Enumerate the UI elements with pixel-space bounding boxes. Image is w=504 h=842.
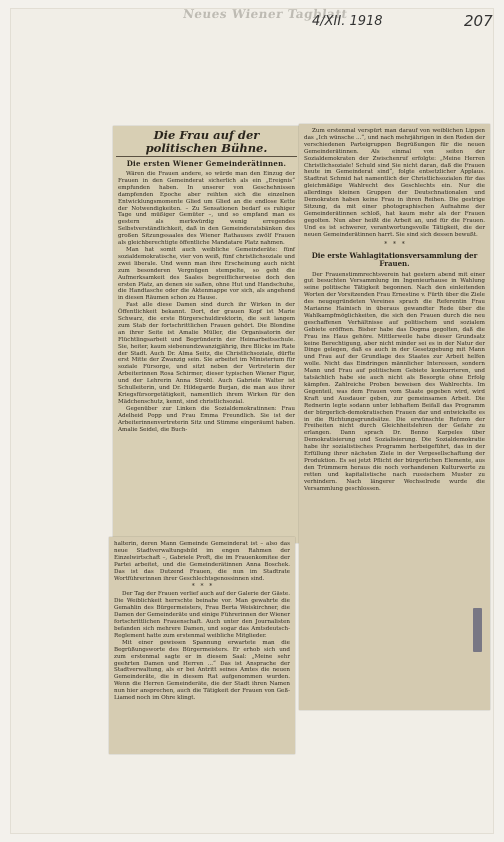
paragraph: Mit einer gewissen Spannung erwartete man die Begrüßungsworte des Bürgermeisters. Er erhob sich und zum erstenmal sagte er in diesem Saal: „Meine sehr geehrten Damen und Herren ...“ Das ist Ansprache der Stadtverwaltung, als er bei Antritt seines Amtes die neuen Gemeinderäte, die in diesem Rat aufgenommen wurden. Wenn die Herren Gemeinderäte, die der Stadt ihren Namen nun hier ansprechen, auch die Tätigkeit der Frauen von Geß-Liamed noch im Ohre klingt. <box>114 639 290 702</box>
clipping-left-bottom <box>109 537 295 754</box>
section-separator: * * * <box>384 240 405 248</box>
sheet-number: 207 <box>464 12 493 30</box>
article-body-right-top <box>299 124 490 240</box>
article-subhead: Die ersten Wiener Gemeinderätinnen. <box>126 159 287 168</box>
paragraph: Der Tag der Frauen verlief auch auf der Galerie der Gäste. Die Weiblichkeit herrschte beinahe vor. Man gewahrte die Gemahlin des Bürgermeisters, Frau Berta Weiskirchner, die Damen der Gemeinderäte und einige Führerinnen der Wiener fortschrittlichen Frauenschaft. Auch unter den Journalisten befanden sich mehrere Damen, und sogar das Amtsdeutsch-Reglement hatte zum erstenmal weibliche Mitglieder. <box>114 591 291 639</box>
article-body <box>113 170 300 434</box>
newspaper-masthead-stamp: Neues Wiener Tagblatt <box>182 7 349 21</box>
clipping-left-top <box>113 126 300 543</box>
section-separator: * * * <box>191 583 213 591</box>
paragraph: Der Frauenstimmrechtsverein hat gestern abend mit einer gut besuchten Versammlung im Ingenieurhause in Wahlung seine politische Tätigkeit begonnen. Nach den einleitenden Worten der Vorsitzenden Frau Ernestine v. Fürth über die Ziele des neugegründeten Vereines sprach die Referentin Frau Marianne Hainisch in überaus gewandter Rede über die Wahlkampfmöglichkeiten, die sich den Frauen durch die neu geschaffenen Verhältnisse auf politischem und sozialem Gebiete eröffnen. Bisher habe das Dogma gegolten, daß die Frau ins Haus gehöre. Mittlerweile habe dieser Grundsatz keine Berechtigung, aber nicht minder sei es in der Natur der Dinge gelegen, daß es auch in der Gesetzgebung mit Mann und Frau auf der Grundlage des Staates zur Arbeit helfen wolle. Nicht das Eindringen männlicher Interessen, sondern Mann und Frau auf politischem Gebiete konkurrieren, und tatsächlich habe sie auch nicht als Besorgte ohne Erfolg kämpfen. Zahlreiche Proben beweisen des Wahlrechts. Im Gegenteil, was dem Frauen vom Staate gegeben wird, wird Kraft und Ausdauer geben, zur gemeinsamen Arbeit. Die Rednerin legte sodann unter lebhaftem Beifall das Programm der bürgerlich-demokratischen Frauen dar und entwickelte es in die Richtungsgrundsätze. Die erwünschte Reform der Freiheiten nicht durch Gleichheitslehren der Gefahr zu erlangen. Dann sprach Dr. Benno Karpeles über Demokratisierung und Sozialisierung. Die Sozialdemokratie habe ihr sozialistisches Programm herbeigeführt, das in der Erfüllung ihrer nächsten Ziele in der Vergesellschaftung der Produktion. Es sei jetzt Pflicht der bürgerlichen Elemente, aus den Trümmern heraus die noch vorhandenen Kulturwerte zu retten und kapitalistische nach russischem Muster zu verhindern. Nach längerer Wechselrede wurde die Versammlung geschlossen. <box>304 271 485 492</box>
paragraph: Man hat somit auch weibliche Gemeinderäte: fünf sozialdemokratische, vier von weiß, fünf christlichsoziale und zwei liberale. Und wenn man ihre Erscheinung auch nicht zum besonderen Vergnügen stempelte, so geht die Aufmerksamkeit des Saales begreiflicherweise doch den ersten Platz, an denen sie saßen, ohne Hut und Handschuhe, die Handtasche oder die Aktenmappe vor sich, als angehend in diesen Räumen schon zu Hause. <box>118 246 295 302</box>
handwritten-date: 4/XII. 1918 <box>312 14 383 29</box>
article-body-continued <box>109 537 295 703</box>
paragraph: Gegenüber zur Linken die Sozialdemokratinnen: Frau Adelheid Popp und Frau Emma Freundlich. Sie ist der Arbeiterinnenvertreterin Sitz und Stimme eingeräumt haben. Amalie Seidel, die Buch- <box>118 405 295 433</box>
article-headline: Die Frau auf der politischen Bühne. <box>116 126 297 157</box>
paragraph: Wären die Frauen andere, so würde man den Einzug der Frauen in den Gemeinderat sicherlich als ein „Ereignis“ empfunden haben. In unserer von Geschehnissen dampfenden Epoche aber reihten sich die einzelnen Entwicklungsmomente Glied um Glied an die endlose Kette der Notwendigkeiten. – Zu Sensationen bedarf es ruhiger Tage und müßiger Gemüter –, und so empfand man es gestern als merkwürdig wenig erregendes Selbstverständlichkeit, daß in den Gemeinderatsbänken des großen Sitzungssaales des Wiener Rathauses zwölf Frauen als gleichberechtigte öffentliche Mandatare Platz nahmen. <box>118 171 295 247</box>
paragraph: halterin, deren Mann Gemeinde Gemeinderat ist – also das neue Stadtverwaltungsbild im engen Rahmen der Einzelwirtschaft –, Gabriele Proft, die im Frauenkomitee der Partei arbeitet, und die Gemeinderätinnen Anna Boschek. Das ist das Dutzend Frauen, die nun im Stadtrate Wortführerinnen ihrer Geschlechtsgenossinnen sind. <box>114 541 290 582</box>
paragraph: Fast alle diese Damen sind durch ihr Wirken in der Öffentlichkeit bekannt. Dort, der grauen Kopf ist Marie Schwarz, die erste Bürgerschuldirektorin, die seit langem zum Stab der fortschrittlichen Frauen gehört. Die Blondine an ihrer Seite ist Amalie Müller, die Organisatorin der Flüchtlingsarbeit und Begründerin der Heimarbeitsschule. Sie, heiter, kaum siebenundzwanzigjährig, ihre Blicke im Rate der Stadt. Auch Dr. Alma Seitz, die Christlichsoziale, dürfte erst Mitte der Zwanzig sein. Sie arbeitet im Ministerium für soziale Fürsorge, und sitzt neben der Vertreterin der Arbeiterinnen Rosa Schirmer, dieser typischen Wiener Figur, und der Lehrerin Anna Strobl. Auch Gabriele Walter ist Schulleiterin, und Dr. Hildegarde Burjan, die man aus ihrer Kriegsfürsorgetätigkeit, namentlich ihrem Wirken für den Mädchenschutz, kennt, sind christlichsozial. <box>118 302 295 405</box>
paragraph: Zum erstenmal verspürt man darauf von weiblichen Lippen das „Ich wünsche ...“, und nach mehrjährigen in den Reden der verschiedenen Parteigruppen Begrüßungen für die neuen Gemeinderätinnen. Als einmal von seiten der Sozialdemokraten der Zwischenruf erfolgte: „Meine Herren Christlichsoziale! Schuld sind Sie nicht daran, daß die Frauen heute im Gemeinderat sind“, folgte entsetzlicher Applaus. Stadtrat Schmid hat namentlich der Christlichsozialen für das gleichmäßige Wahlrecht des Geschlechts ein. Nur die allerdings kleinen Gruppen der Deutschnationalen und Demokraten haben keine Frau in ihren Reihen. Die gestrige Sitzung, da mit einer photographischen Aufnahme der Gemeinderätinnen schloß, hat kaum mehr als der Frauen gegolten. Nun aber heißt die Arbeit an, und für die Frauen. Und es ist schwerer, verantwortungsvolle Tätigkeit, die der neuen Gemeinderätinnen harrt. Sie sind sich dessen bewußt. <box>304 128 485 238</box>
section-subhead: Die erste Wahlagitationsversammlung der Frauen. <box>311 250 478 268</box>
ink-stamp-mark <box>473 608 482 652</box>
article-body-right-bottom <box>299 271 490 494</box>
clipping-right <box>299 124 490 710</box>
